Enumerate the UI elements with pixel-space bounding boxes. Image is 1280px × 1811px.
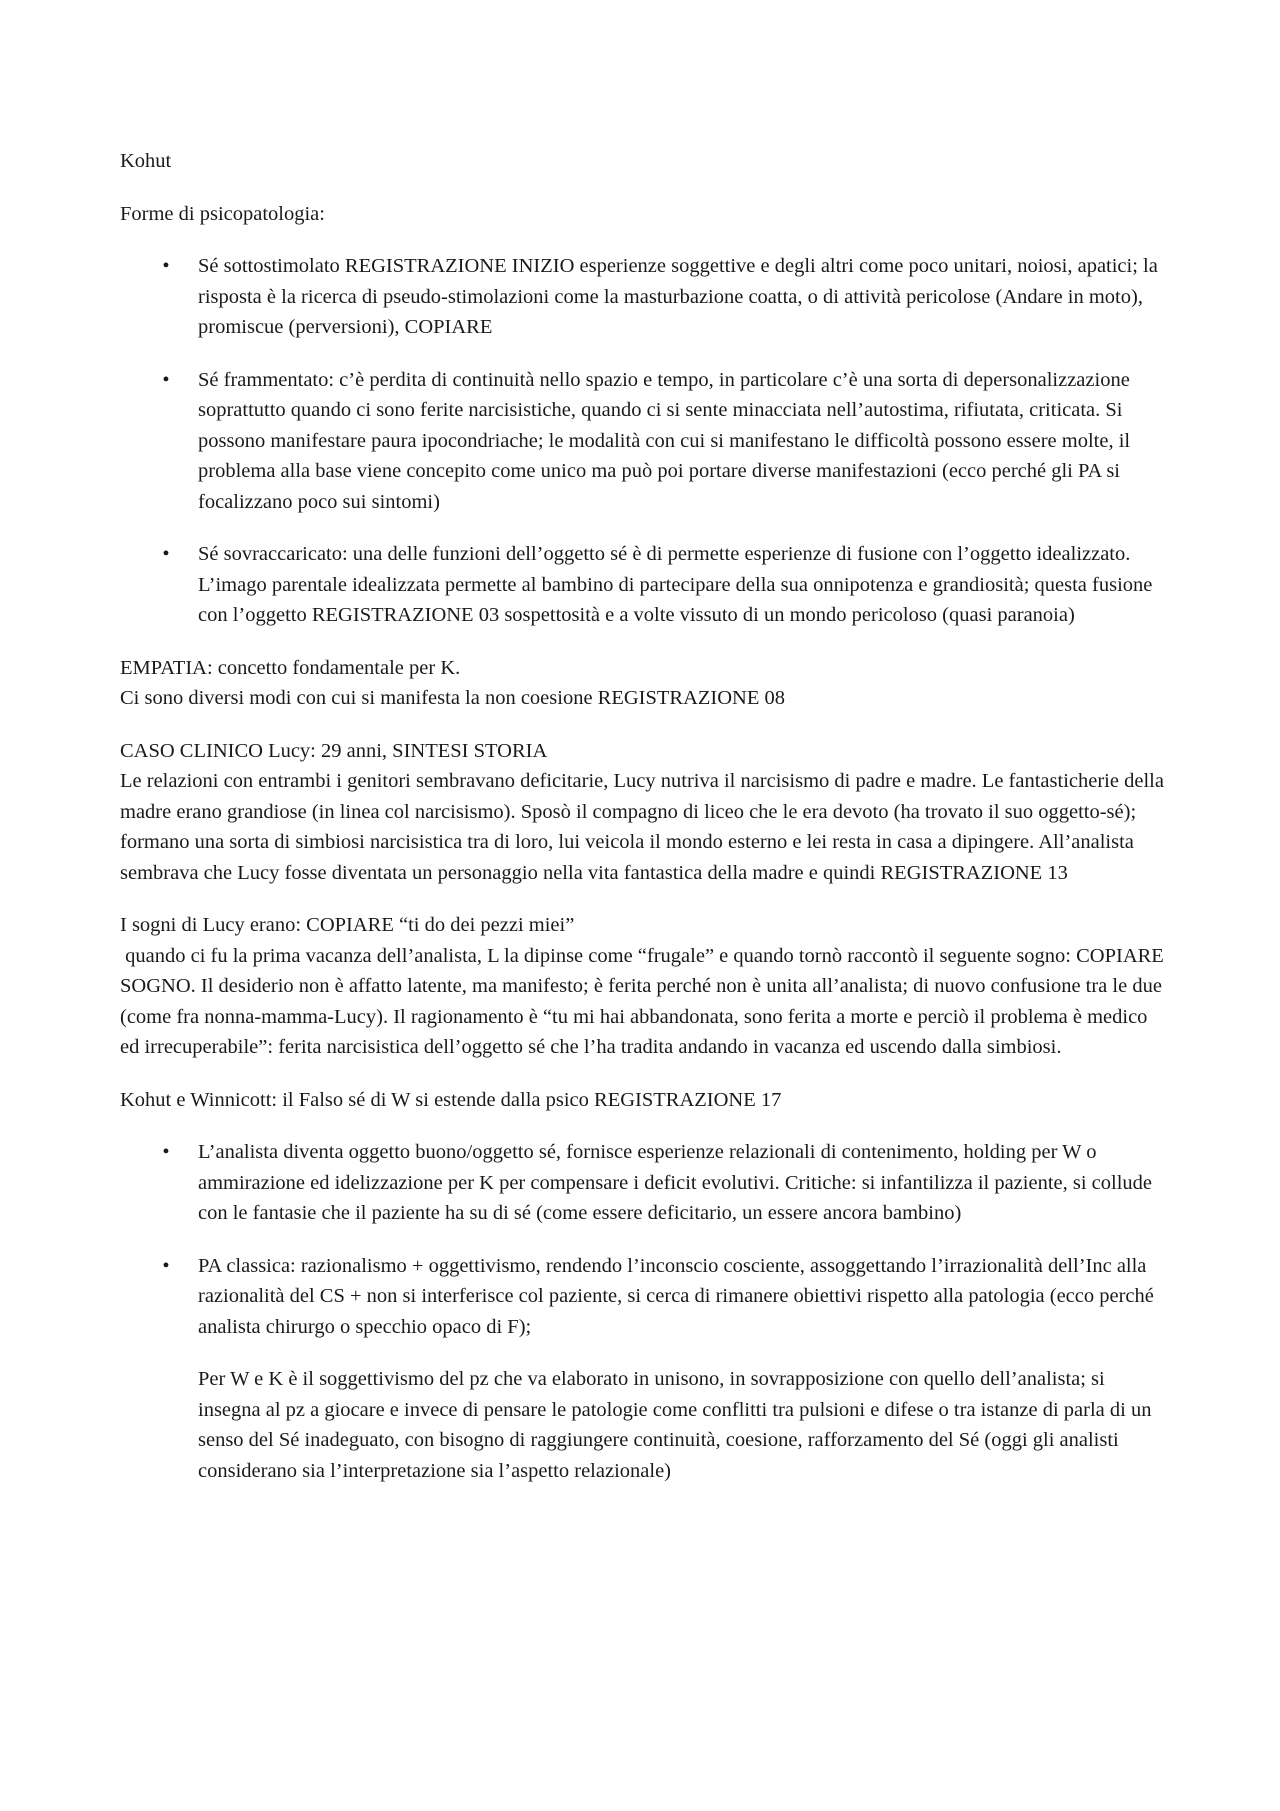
coesione-line: Ci sono diversi modi con cui si manifesta la non coesione REGISTRAZIONE 08: [120, 687, 786, 709]
bullet-icon: •: [162, 543, 170, 565]
list-item-text: Sé sottostimolato REGISTRAZIONE INIZIO esperienze soggettive e degli altri come poco unitari, noiosi, apatici; la risposta è la ricerca di pseudo-stimolazioni come la masturbazione coatta, o di attività pericolose (Andare in moto), promiscue (perversioni), COPIARE: [198, 255, 1158, 338]
bullet-icon: •: [162, 1254, 170, 1277]
list-item: [120, 1137, 1165, 1229]
list-item-text: Sé frammentato: c’è perdita di continuità nello spazio e tempo, in particolare c’è una sorta di depersonalizzazione soprattutto quando ci sono ferite narcisistiche, quando ci si sente minacciata nell’autostima, rifiutata, criticata. Si possono manifestare paura ipocondriache; le modalità con cui si manifestano le difficoltà possono essere molte, il problema alla base viene concepito come unico ma può poi portare diverse manifestazioni (ecco perché gli PA si focalizzano poco sui sintomi): [198, 368, 1131, 513]
forms-heading: Forme di psicopatologia:: [120, 202, 325, 225]
bullet-icon: •: [162, 1141, 170, 1163]
kohut-winnicott-list: [120, 1137, 1165, 1342]
document-page: [120, 146, 1169, 1508]
caso-clinico-heading: CASO CLINICO Lucy: 29 anni, SINTESI STORIA: [120, 739, 548, 762]
list-item: [120, 1251, 1165, 1343]
sogni-line: I sogni di Lucy erano: COPIARE “ti do dei pezzi miei”: [120, 914, 575, 936]
forms-list: [120, 251, 1165, 631]
bullet-icon: •: [162, 368, 170, 391]
list-item-text: PA classica: razionalismo + oggettivismo, rendendo l’inconscio cosciente, assoggettando l’irrazionalità dell’Inc alla razionalità del CS + non si interferisce col paziente, si cerca di rimanere obiettivi rispetto alla patologia (ecco perché analista chirurgo o specchio opaco di F);: [198, 1254, 1154, 1338]
list-item: [120, 365, 1165, 518]
list-item: [120, 251, 1165, 343]
kohut-winnicott-heading: Kohut e Winnicott: il Falso sé di W si estende dalla psico REGISTRAZIONE 17: [120, 1088, 782, 1111]
sogni-body: quando ci fu la prima vacanza dell’analista, L la dipinse come “frugale” e quando tornò raccontò il seguente sogno: COPIARE SOGNO. Il desiderio non è affatto latente, ma manifesto; è ferita perché non è unita all’analista; di nuovo confusione tra le due (come fra nonna-mamma-Lucy). Il ragionamento è “tu mi hai abbandonata, sono ferita a morte e perciò il problema è medico ed irrecuperabile”: ferita narcisistica dell’oggetto sé che l’ha tradita andando in vacanza ed uscendo dalla simbiosi.: [120, 944, 1169, 1058]
document-title: Kohut: [120, 150, 172, 172]
list-item: [120, 539, 1165, 631]
bullet-icon: •: [162, 255, 170, 277]
list-item-text: Sé sovraccaricato: una delle funzioni dell’oggetto sé è di permette esperienze di fusione con l’oggetto idealizzato. L’imago parentale idealizzata permette al bambino di partecipare della sua onnipotenza e grandiosità; questa fusione con l’oggetto REGISTRAZIONE 03 sospettosità e a volte vissuto di un mondo pericoloso (quasi paranoia): [198, 543, 1153, 626]
list-item-text: L’analista diventa oggetto buono/oggetto sé, fornisce esperienze relazionali di contenimento, holding per W o ammirazione ed idelizzazione per K per compensare i deficit evolutivi. Critiche: si infantilizza il paziente, si collude con le fantasie che il paziente ha su di sé (come essere deficitario, un essere ancora bambino): [198, 1141, 1153, 1224]
empatia-line: EMPATIA: concetto fondamentale per K.: [120, 656, 461, 679]
kohut-winnicott-continuation: Per W e K è il soggettivismo del pz che va elaborato in unisono, in sovrapposizione con quello dell’analista; si insegna al pz a giocare e invece di pensare le patologie come conflitti tra pulsioni e difese o tra istanze di parla di un senso del Sé inadeguato, con bisogno di raggiungere continuità, coesione, rafforzamento del Sé (oggi gli analisti considerano sia l’interpretazione sia l’aspetto relazionale): [198, 1368, 1152, 1482]
caso-clinico-body: Le relazioni con entrambi i genitori sembravano deficitarie, Lucy nutriva il narcisismo di padre e madre. Le fantasticherie della madre erano grandiose (in linea col narcisismo). Sposò il compagno di liceo che le era devoto (ha trovato il suo oggetto-sé); formano una sorta di simbiosi narcisistica tra di loro, lui veicola il mondo esterno e lei resta in casa a dipingere. All’analista sembrava che Lucy fosse diventata un personaggio nella vita fantastica della madre e quindi REGISTRAZIONE 13: [120, 770, 1164, 884]
